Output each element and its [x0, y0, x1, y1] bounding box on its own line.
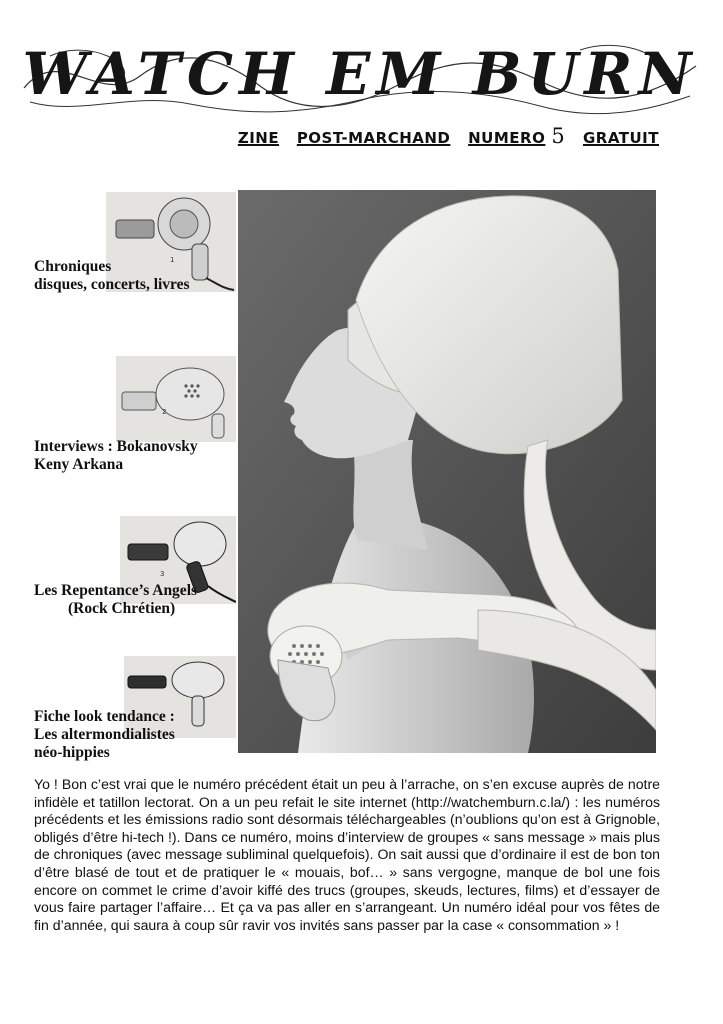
subtitle-numero: NUMERO — [468, 129, 546, 147]
issue-number: 5 — [551, 124, 566, 148]
section-title: Fiche look tendance : — [34, 708, 175, 725]
svg-text:3: 3 — [160, 570, 165, 578]
subtitle-price: GRATUIT — [582, 129, 659, 147]
section-title: Les Repentance’s Angels — [34, 582, 198, 599]
subtitle-zine: ZINE — [237, 129, 280, 147]
cover-photo — [238, 190, 656, 753]
section-subtitle: Les altermondialistes — [34, 726, 175, 743]
section-interviews — [34, 438, 198, 474]
svg-text:1: 1 — [170, 256, 175, 264]
section-title: Interviews : Bokanovsky — [34, 438, 198, 455]
subtitle-line — [226, 124, 659, 148]
masthead-title: WATCH EM BURN — [22, 40, 698, 108]
editorial-text: Yo ! Bon c’est vrai que le numéro précédent était un peu à l’arrache, on s’en excuse auprès de notre infidèle et tatillon lectorat. On a un peu refait le site internet (http://watchemburn.c.la/) : les numéros précédents et les émissions radio sont désormais téléchargeables (n’oublions qu’on est à Grignoble, obligés d’être hi-tech !). Dans ce numéro, moins d’interview de groupes « sans message » mais plus de chroniques (avec message subliminal quelquefois). On sait aussi que d’ordinaire il est de bon ton d’être blasé de tout et de pratiquer le « mouais, bof… » sans vergogne, manque de bol une fois encore on commet le crime d’avoir kiffé des trucs (groupes, skeuds, lectures, films) et d’essayer de vous faire partager l’affaire… Et ça va pas aller en s’arrangeant. Un numéro idéal pour vos fêtes de fin d’année, qui saura à coup sûr ravir vos invités sans passer par la case « consommation » ! — [34, 776, 660, 933]
section-subtitle: Keny Arkana — [34, 456, 124, 473]
masthead-logo — [20, 36, 700, 116]
section-title: Chroniques — [34, 258, 112, 275]
section-repentance-angels — [34, 582, 197, 618]
section-subtitle: néo-hippies — [34, 744, 110, 761]
subtitle-type: POST-MARCHAND — [296, 129, 451, 147]
section-fiche-look — [34, 708, 175, 762]
svg-text:2: 2 — [162, 408, 167, 416]
section-chroniques — [34, 258, 190, 294]
section-subtitle: (Rock Chrétien) — [68, 600, 176, 617]
hair-dryer-thumb-2 — [116, 356, 236, 442]
section-subtitle: disques, concerts, livres — [34, 276, 190, 293]
